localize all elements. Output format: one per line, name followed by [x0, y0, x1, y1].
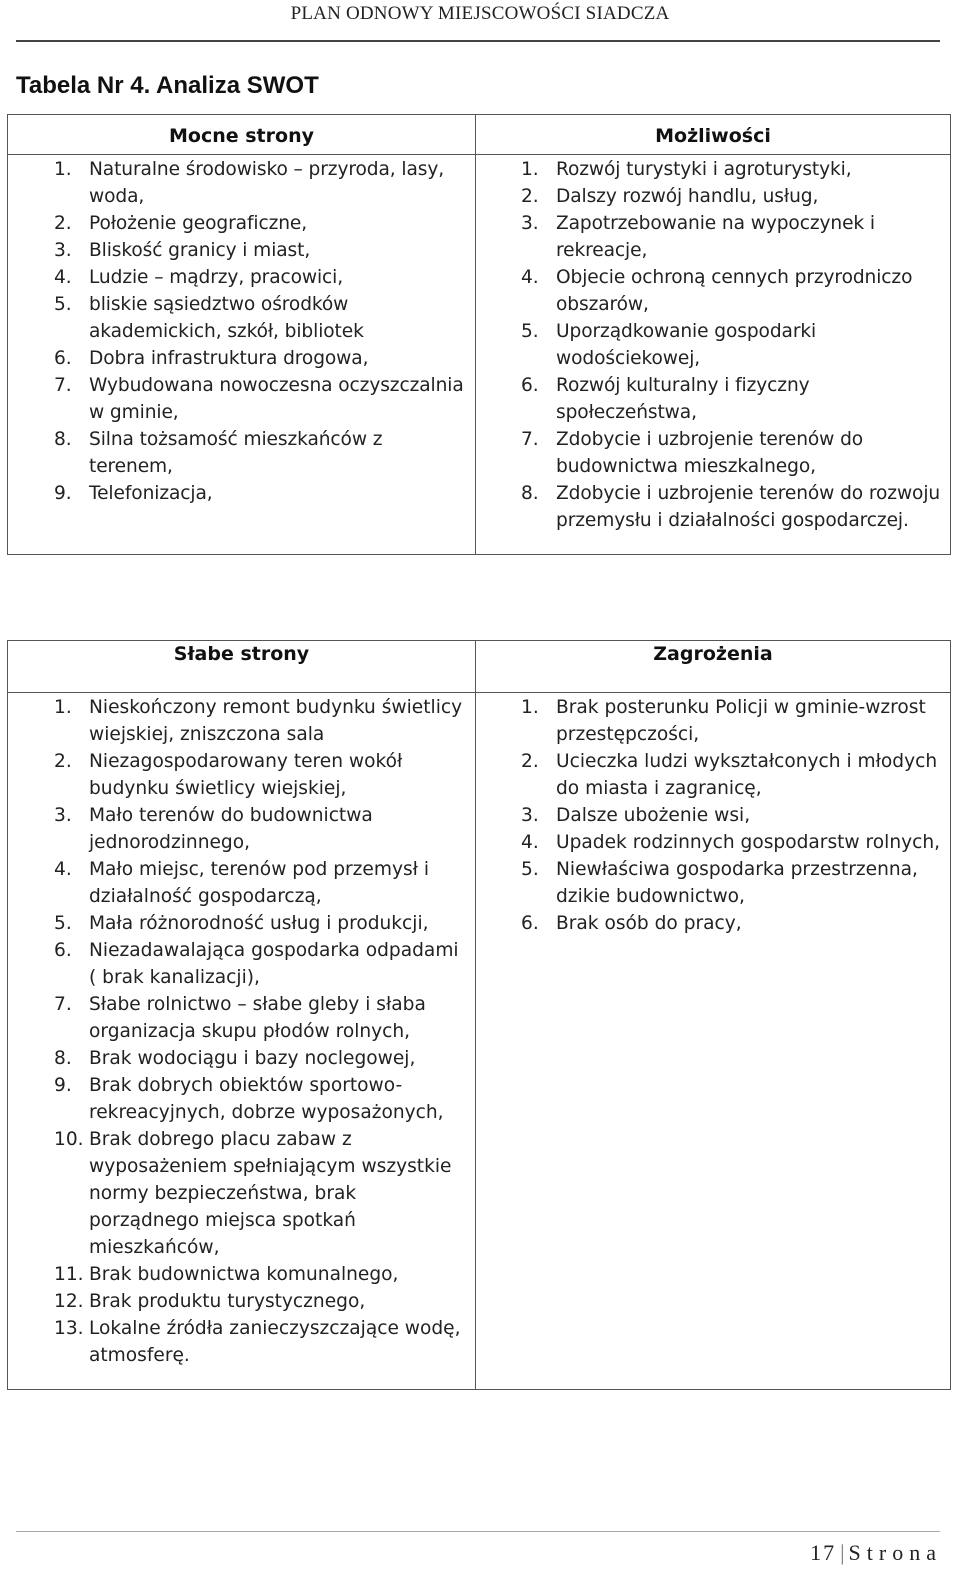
list-item-number: 8.: [54, 429, 72, 450]
list-item: [8, 748, 471, 802]
list-item: [8, 1288, 471, 1315]
list-item: [476, 856, 946, 910]
list-item: [476, 264, 946, 318]
list-item-text: Lokalne źródła zanieczyszczające wodę, atmosferę.: [89, 1318, 461, 1366]
list-item-text: Dobra infrastruktura drogowa,: [89, 348, 369, 369]
list-item-text: Bliskość granicy i miast,: [89, 240, 311, 261]
list-item-number: 6.: [54, 940, 72, 961]
threats-heading: Zagrożenia: [476, 641, 951, 693]
list-item-number: 12.: [54, 1291, 84, 1312]
list-item-text: Brak dobrego placu zabaw z wyposażeniem spełniającym wszystkie normy bezpieczeństwa, brak porządnego miejsca spotkań mieszkańców,: [89, 1129, 452, 1258]
weaknesses-heading: Słabe strony: [8, 641, 476, 693]
list-item: [476, 210, 946, 264]
list-item-text: Dalsze ubożenie wsi,: [556, 805, 751, 826]
list-item: [476, 748, 946, 802]
list-item: [8, 1072, 471, 1126]
list-item-text: Niezadawalająca gospodarka odpadami ( brak kanalizacji),: [89, 940, 459, 988]
list-item-number: 6.: [54, 348, 72, 369]
list-item: [8, 264, 471, 291]
swot-table-strengths-opportunities: [7, 114, 951, 555]
page-number: 17: [810, 1540, 837, 1565]
list-item: [476, 910, 946, 937]
list-item-number: 3.: [54, 240, 72, 261]
list-item-text: Ucieczka ludzi wykształconych i młodych do miasta i zagranicę,: [556, 751, 938, 799]
threats-cell: [476, 693, 951, 1390]
list-item-text: Brak posterunku Policji w gminie-wzrost przestępczości,: [556, 697, 926, 745]
list-item: [476, 829, 946, 856]
list-item: [8, 856, 471, 910]
list-item: [8, 1045, 471, 1072]
list-item: [476, 372, 946, 426]
list-item-text: bliskie sąsiedztwo ośrodków akademickich, szkół, bibliotek: [89, 294, 364, 342]
list-item-number: 7.: [521, 429, 539, 450]
list-item: [8, 426, 471, 480]
opportunities-list: [476, 156, 946, 534]
list-item-text: Rozwój kulturalny i fizyczny społeczeństwa,: [556, 375, 810, 423]
list-item-text: Telefonizacja,: [89, 483, 213, 504]
list-item: [8, 991, 471, 1045]
list-item-text: Nieskończony remont budynku świetlicy wiejskiej, zniszczona sala: [89, 697, 463, 745]
strengths-cell: [8, 155, 476, 555]
list-item-text: Niezagospodarowany teren wokół budynku świetlicy wiejskiej,: [89, 751, 403, 799]
list-item: [8, 156, 471, 210]
list-item-text: Zdobycie i uzbrojenie terenów do rozwoju przemysłu i działalności gospodarczej.: [556, 483, 941, 531]
list-item-number: 1.: [521, 697, 539, 718]
list-item-text: Słabe rolnictwo – słabe gleby i słaba organizacja skupu płodów rolnych,: [89, 994, 426, 1042]
list-item-number: 4.: [54, 859, 72, 880]
footer-separator: |: [840, 1540, 845, 1565]
list-item-text: Brak produktu turystycznego,: [89, 1291, 366, 1312]
list-item-text: Niewłaściwa gospodarka przestrzenna, dzikie budownictwo,: [556, 859, 918, 907]
header-rule: [16, 40, 940, 42]
list-item-text: Dalszy rozwój handlu, usług,: [556, 186, 819, 207]
list-item-text: Ludzie – mądrzy, pracowici,: [89, 267, 344, 288]
document-title: Tabela Nr 4. Analiza SWOT: [16, 72, 319, 99]
list-item-text: Zdobycie i uzbrojenie terenów do budownictwa mieszkalnego,: [556, 429, 864, 477]
weaknesses-list: [8, 694, 471, 1369]
list-item-text: Zapotrzebowanie na wypoczynek i rekreacje,: [556, 213, 875, 261]
weaknesses-cell: [8, 693, 476, 1390]
list-item-number: 6.: [521, 913, 539, 934]
list-item-number: 2.: [521, 186, 539, 207]
list-item: [8, 694, 471, 748]
list-item-number: 4.: [521, 267, 539, 288]
list-item-number: 13.: [54, 1318, 84, 1339]
list-item-number: 5.: [54, 294, 72, 315]
list-item: [8, 937, 471, 991]
list-item: [8, 1315, 471, 1369]
list-item-number: 5.: [54, 913, 72, 934]
page-footer: [810, 1540, 942, 1566]
list-item-number: 8.: [521, 483, 539, 504]
list-item-number: 11.: [54, 1264, 84, 1285]
list-item: [8, 345, 471, 372]
list-item-number: 8.: [54, 1048, 72, 1069]
list-item: [476, 802, 946, 829]
list-item-text: Rozwój turystyki i agroturystyki,: [556, 159, 852, 180]
list-item-number: 2.: [521, 751, 539, 772]
list-item-number: 1.: [521, 159, 539, 180]
list-item-number: 5.: [521, 321, 539, 342]
swot-table-weaknesses-threats: [7, 640, 951, 1390]
opportunities-cell: [476, 155, 951, 555]
list-item-number: 1.: [54, 697, 72, 718]
list-item-number: 5.: [521, 859, 539, 880]
list-item-text: Mało miejsc, terenów pod przemysł i działalność gospodarczą,: [89, 859, 430, 907]
list-item-number: 2.: [54, 213, 72, 234]
list-item-text: Brak budownictwa komunalnego,: [89, 1264, 399, 1285]
footer-rule: [16, 1531, 940, 1532]
list-item-number: 3.: [521, 805, 539, 826]
list-item-number: 9.: [54, 483, 72, 504]
list-item-text: Uporządkowanie gospodarki wodościekowej,: [556, 321, 817, 369]
list-item-number: 7.: [54, 375, 72, 396]
list-item: [8, 802, 471, 856]
list-item: [8, 210, 471, 237]
list-item: [8, 1126, 471, 1261]
list-item: [8, 1261, 471, 1288]
list-item-text: Brak dobrych obiektów sportowo-rekreacyjnych, dobrze wyposażonych,: [89, 1075, 444, 1123]
list-item-text: Naturalne środowisko – przyroda, lasy, woda,: [89, 159, 445, 207]
list-item: [8, 910, 471, 937]
list-item-number: 6.: [521, 375, 539, 396]
list-item-text: Objecie ochroną cennych przyrodniczo obszarów,: [556, 267, 913, 315]
list-item: [476, 318, 946, 372]
list-item-text: Silna tożsamość mieszkańców z terenem,: [89, 429, 383, 477]
list-item: [8, 237, 471, 264]
threats-list: [476, 694, 946, 937]
list-item-number: 4.: [54, 267, 72, 288]
list-item-text: Brak osób do pracy,: [556, 913, 742, 934]
list-item-number: 10.: [54, 1129, 84, 1150]
list-item-number: 4.: [521, 832, 539, 853]
list-item: [476, 183, 946, 210]
list-item: [476, 426, 946, 480]
list-item-number: 2.: [54, 751, 72, 772]
opportunities-heading: Możliwości: [476, 115, 951, 155]
list-item-number: 1.: [54, 159, 72, 180]
running-header: PLAN ODNOWY MIEJSCOWOŚCI SIADCZA: [290, 3, 670, 24]
strengths-list: [8, 156, 471, 507]
list-item: [8, 480, 471, 507]
list-item-number: 9.: [54, 1075, 72, 1096]
list-item: [476, 480, 946, 534]
list-item: [476, 156, 946, 183]
list-item: [8, 372, 471, 426]
list-item-number: 3.: [54, 805, 72, 826]
list-item-number: 7.: [54, 994, 72, 1015]
list-item-text: Mała różnorodność usług i produkcji,: [89, 913, 429, 934]
list-item: [476, 694, 946, 748]
list-item-text: Wybudowana nowoczesna oczyszczalnia w gminie,: [89, 375, 464, 423]
list-item-number: 3.: [521, 213, 539, 234]
list-item-text: Mało terenów do budownictwa jednorodzinnego,: [89, 805, 373, 853]
list-item-text: Upadek rodzinnych gospodarstw rolnych,: [556, 832, 941, 853]
page-word: Strona: [848, 1540, 942, 1565]
list-item-text: Położenie geograficzne,: [89, 213, 308, 234]
list-item-text: Brak wodociągu i bazy noclegowej,: [89, 1048, 416, 1069]
list-item: [8, 291, 471, 345]
strengths-heading: Mocne strony: [8, 115, 476, 155]
